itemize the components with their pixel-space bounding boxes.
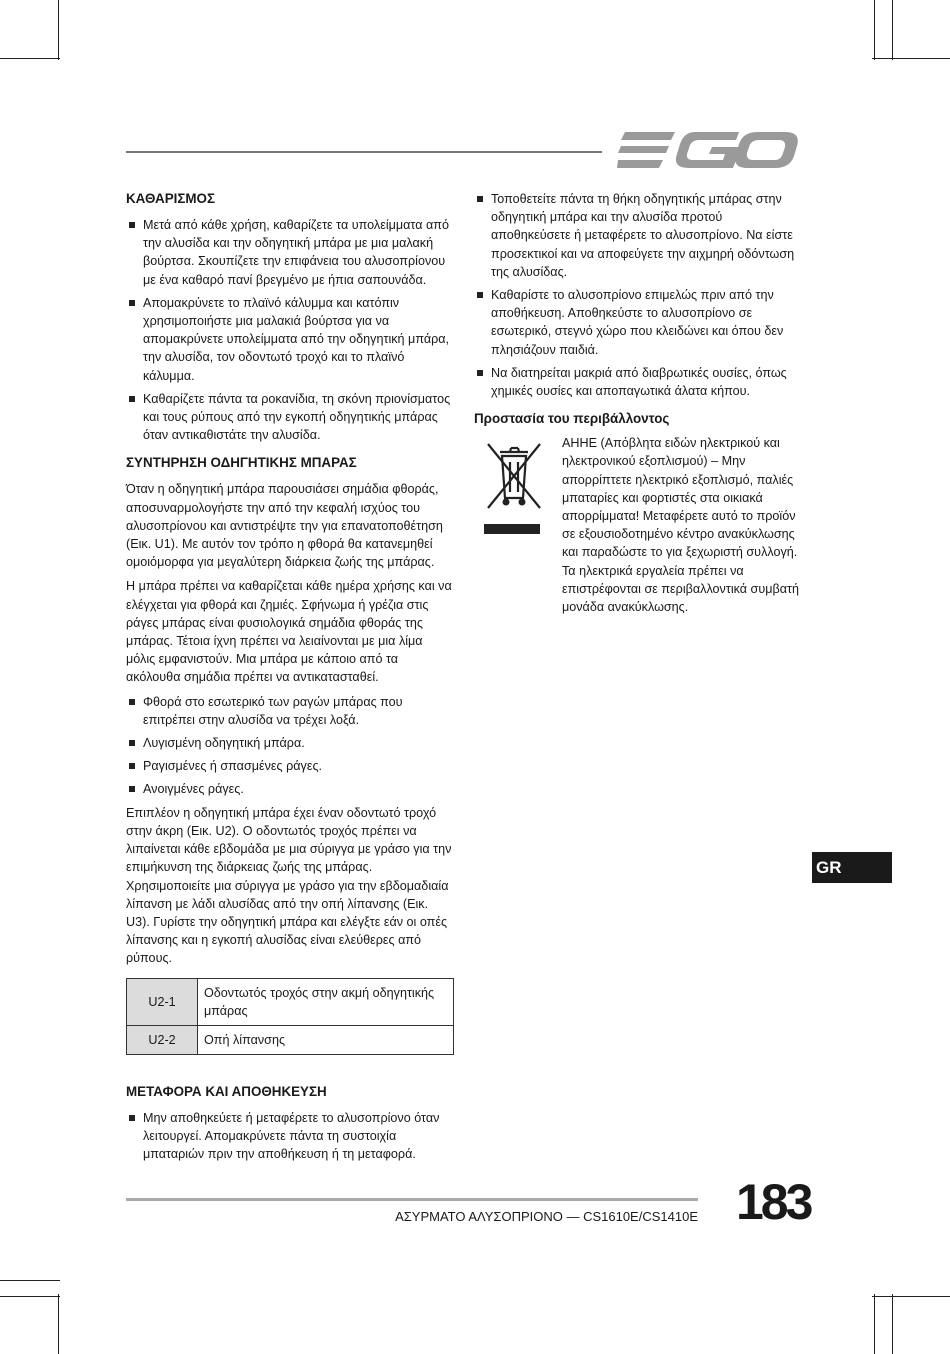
table-key: U2-2 [127,1025,198,1054]
crossed-bin-icon [484,438,544,534]
list-item: Καθαρίζετε πάντα τα ροκανίδια, τη σκόνη πριονίσματος και τους ρύπους από την εγκοπή οδηγητικής μπάρας όταν αντικαθιστάτε την αλυσίδα. [126,390,454,445]
ego-logo [617,130,799,170]
list-item: Ανοιγμένες ράγες. [126,780,454,798]
list-item: Απομακρύνετε το πλαϊνό κάλυμμα και κατόπιν χρησιμοποιήστε μια μαλακιά βούρτσα για να απομακρύνετε υπολείμματα από την οδηγητική μπάρα, την αλυσίδα, τον οδοντωτό τροχό και το πλαϊνό κάλυμμα. [126,294,454,385]
crop-mark [874,1294,875,1354]
page-number: 183 [736,1174,811,1230]
table-key: U2-1 [127,978,198,1025]
bar-maintenance-section [126,454,454,1054]
list-item: Ραγισμένες ή σπασμένες ράγες. [126,757,454,775]
bar-maintenance-title: ΣΥΝΤΗΡΗΣΗ ΟΔΗΓΗΤΙΚΗΣ ΜΠΑΡΑΣ [126,455,357,471]
paragraph: Όταν η οδηγητική μπάρα παρουσιάσει σημάδια φθοράς, αποσυναρμολογήστε την από την κεφαλή ισχύος του αλυσοπρίονου και αντιστρέψτε την για επανατοποθέτηση (Εικ. U1). Με αυτόν τον τρόπο η φθορά θα κατανεμηθεί ομοιόμορφα για μεγαλύτερη διάρκεια ζωής της μπάρας. [126,482,443,570]
crop-mark [0,1280,60,1281]
list-item: Καθαρίστε το αλυσοπρίονο επιμελώς πριν από την αποθήκευση. Αποθηκεύστε το αλυσοπρίονο σε εσωτερικό, στεγνό χώρο που κλειδώνει και όπου δεν πλησιάζουν παιδιά. [474,286,804,359]
wear-signs-list [126,693,454,799]
paragraph: Επιπλέον η οδηγητική μπάρα έχει έναν οδοντωτό τροχό στην άκρη (Εικ. U2). Ο οδοντωτός τροχός πρέπει να λιπαίνεται κάθε εβδομάδα με μια σύριγγα με γράσο για την επιμήκυνση της διάρκειας ζωής της μπάρας. Χρησιμοποιείτε μια σύριγγα με γράσο για την εβδομαδιαία λίπανση με λάδι αλυσίδας από την οπή λίπανσης (Εικ. U3). Γυρίστε την οδηγητική μπάρα και ελέγξτε εάν οι οπές λίπανσης και η εγκοπή αλυσίδας είναι ελεύθερες από ρύπους. [126,805,452,966]
crop-mark [58,1294,59,1354]
table-row [127,1025,454,1054]
footer-title: ΑΣΥΡΜΑΤΟ ΑΛΥΣΟΠΡΙΟΝΟ — CS1610E/CS1410E [395,1209,698,1224]
crop-mark [872,58,950,59]
crop-mark [892,1294,893,1354]
right-column [474,190,804,616]
table-value: Οπή λίπανσης [198,1025,454,1054]
crop-mark [0,1296,60,1297]
weee-text: ΑΗΗΕ (Απόβλητα ειδών ηλεκτρικού και ηλεκτρονικού εξοπλισμού) – Μην απορρίπτετε ηλεκτρικό εξοπλισμό, παλιές μπαταρίες και φορτιστές στα οικιακά απορρίμματα! Μεταφέρετε αυτό το προϊόν σε εξουσιοδοτημένο κέντρο ανακύκλωσης και παραδώστε το για ξεχωριστή συλλογή. Τα ηλεκτρικά εργαλεία πρέπει να επιστρέφονται σε περιβαλλοντικά συμβατή μονάδα ανακύκλωσης. [562,436,799,615]
environment-title: Προστασία του περιβάλλοντος [474,411,670,427]
list-item: Μετά από κάθε χρήση, καθαρίζετε τα υπολείμματα από την αλυσίδα και την οδηγητική μπάρα με μια μαλακή βούρτσα. Σκουπίζετε την επιφάνεια του αλυσοπρίονου με ένα καθαρό πανί βρεγμένο με ήπια σαπουνάδα. [126,216,454,289]
paragraph: Η μπάρα πρέπει να καθαρίζεται κάθε ημέρα χρήσης και να ελέγχεται για φθορά και ζημιές. Σφήνωμα ή γρέζια στις ράγες μπάρας είναι φυσιολογικά σημάδια φθοράς της μπάρας. Τέτοια ίχνη πρέπει να λειαίνονται με μια λίμα μόλις εμφανιστούν. Μια μπάρα με κάποιο από τα ακόλουθα σημάδια πρέπει να αντικατασταθεί. [126,579,452,685]
language-tab: GR [812,852,892,883]
header-rule [126,151,602,153]
list-item: Τοποθετείτε πάντα τη θήκη οδηγητικής μπάρας στην οδηγητική μπάρα και την αλυσίδα προτού αποθηκεύσετε ή μεταφέρετε το αλυσοπρίονο. Να είστε προσεκτικοί και να αποφεύγετε την αιχμηρή οδόντωση της αλυσίδας. [474,190,804,281]
transport-list [126,1109,454,1164]
crop-mark [0,58,60,59]
transport-title: ΜΕΤΑΦΟΡΑ ΚΑΙ ΑΠΟΘΗΚΕΥΣΗ [126,1083,327,1099]
list-item: Να διατηρείται μακριά από διαβρωτικές ουσίες, όπως χημικές ουσίες και αποπαγωτικά άλατα κήπου. [474,364,804,400]
cleaning-list [126,216,454,444]
list-item: Φθορά στο εσωτερικό των ραγών μπάρας που επιτρέπει στην αλυσίδα να τρέχει λοξά. [126,693,454,729]
environment-section [474,410,804,616]
table-value: Οδοντωτός τροχός στην ακμή οδηγητικής μπάρας [198,978,454,1025]
cleaning-section [126,190,454,444]
storage-list [474,190,804,400]
crop-mark [892,0,893,60]
crop-mark [872,1296,950,1297]
weee-block [474,434,804,616]
transport-section [126,1083,454,1164]
list-item: Μην αποθηκεύετε ή μεταφέρετε το αλυσοπρίονο όταν λειτουργεί. Απομακρύνετε πάντα τη συστοιχία μπαταριών πριν την αποθήκευση ή τη μεταφορά. [126,1109,454,1164]
cleaning-title: ΚΑΘΑΡΙΣΜΟΣ [126,191,216,206]
legend-table [126,978,454,1055]
left-column [126,190,454,1168]
table-row [127,978,454,1025]
crop-mark [58,0,59,60]
footer-rule [126,1198,698,1201]
crop-mark [874,0,875,60]
list-item: Λυγισμένη οδηγητική μπάρα. [126,734,454,752]
